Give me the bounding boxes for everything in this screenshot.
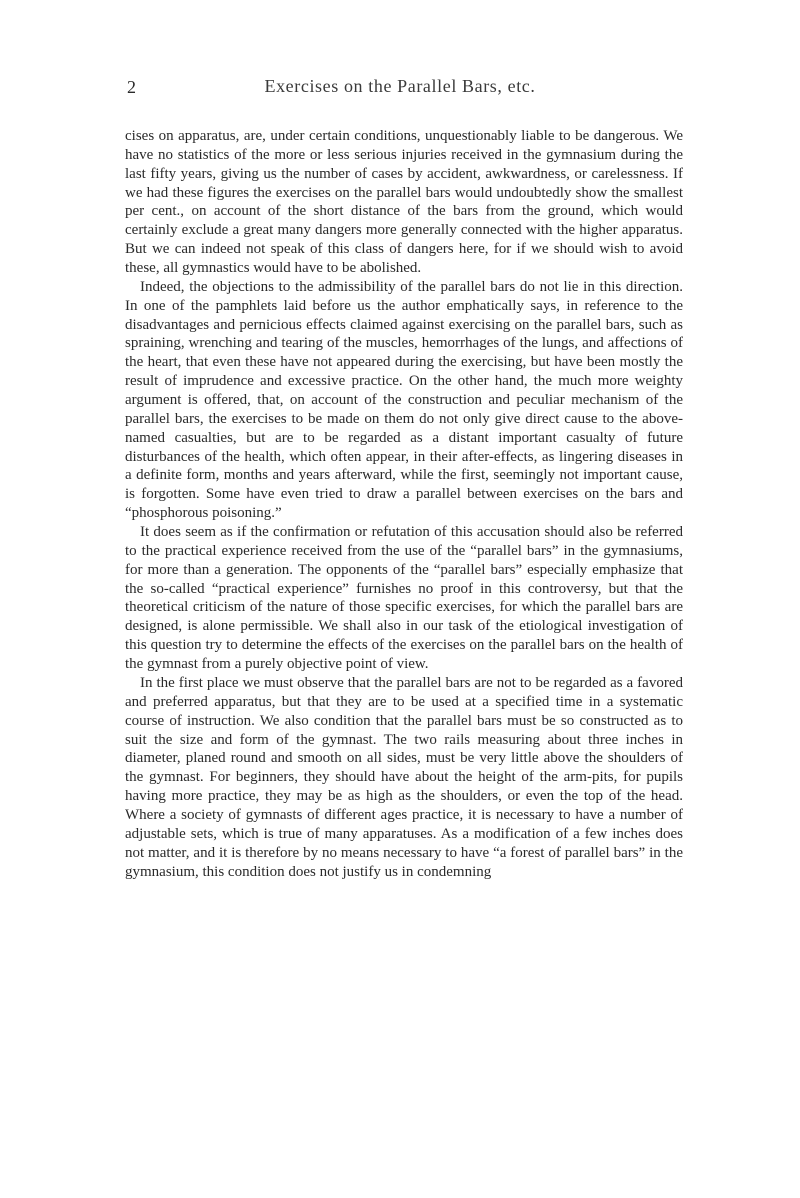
running-head: Exercises on the Parallel Bars, etc. — [264, 76, 536, 96]
body-text — [125, 127, 683, 881]
paragraph: Indeed, the objections to the admissibility of the parallel bars do not lie in this direction. In one of the pamphlets laid before us the author emphatically says, in reference to the disadvantages and pernicious effects claimed against exercising on the parallel bars, such as spraining, wrenching and tearing of the muscles, hemorrhages of the lungs, and affections of the heart, that even these have not appeared during the exercising, but have been mostly the result of imprudence and excessive practice. On the other hand, the much more weighty argument is offered, that, on account of the construction and peculiar mechanism of the parallel bars, the exercises to be made on them do not only give direct cause to the above-named casualties, but are to be regarded as a distant important casualty of future disturbances of the health, which often appear, in their after-effects, as lingering diseases in a definite form, months and years afterward, while the first, seemingly not important cause, is forgotten. Some have even tried to draw a parallel between exercises on the bars and “phosphorous poisoning.” — [125, 278, 683, 522]
paragraph: In the first place we must observe that the parallel bars are not to be regarded as a favored and preferred apparatus, but that they are to be used at a specified time in a systematic course of instruction. We also condition that the parallel bars must be so constructed as to suit the size and form of the gymnast. The two rails measuring about three inches in diameter, planed round and smooth on all sides, must be very little above the shoulders of the gymnast. For beginners, they should have about the height of the arm-pits, for pupils having more practice, they may be as high as the shoulders, or even the top of the head. Where a society of gymnasts of different ages practice, it is necessary to have a number of adjustable sets, which is true of many apparatuses. As a modification of a few inches does not matter, and it is therefore by no means necessary to have “a forest of parallel bars” in the gymnasium, this condition does not justify us in condemning — [125, 674, 683, 880]
paragraph: cises on apparatus, are, under certain conditions, unquestionably liable to be dangerous. We have no statistics of the more or less serious injuries received in the gymnasium during the last fifty years, giving us the number of cases by accident, awkwardness, or carelessness. If we had these figures the exercises on the parallel bars would undoubtedly show the smallest per cent., on account of the short distance of the bars from the ground, which would certainly exclude a great many dangers more generally connected with the higher apparatus. But we can indeed not speak of this class of dangers here, for if we should wish to avoid these, all gymnastics would have to be abolished. — [125, 128, 683, 277]
paragraph: It does seem as if the confirmation or refutation of this accusation should also be referred to the practical experience received from the use of the “parallel bars” in the gymnasiums, for more than a generation. The opponents of the “parallel bars” especially emphasize that the so-called “practical experience” furnishes no proof in this controversy, but that the theoretical criticism of the nature of those specific exercises, for which the parallel bars are designed, is alone permissible. We shall also in our task of the etiological investigation of this question try to determine the effects of the exercises on the parallel bars on the health of the gymnast from a purely objective point of view. — [125, 524, 683, 673]
page-number: 2 — [127, 77, 136, 97]
